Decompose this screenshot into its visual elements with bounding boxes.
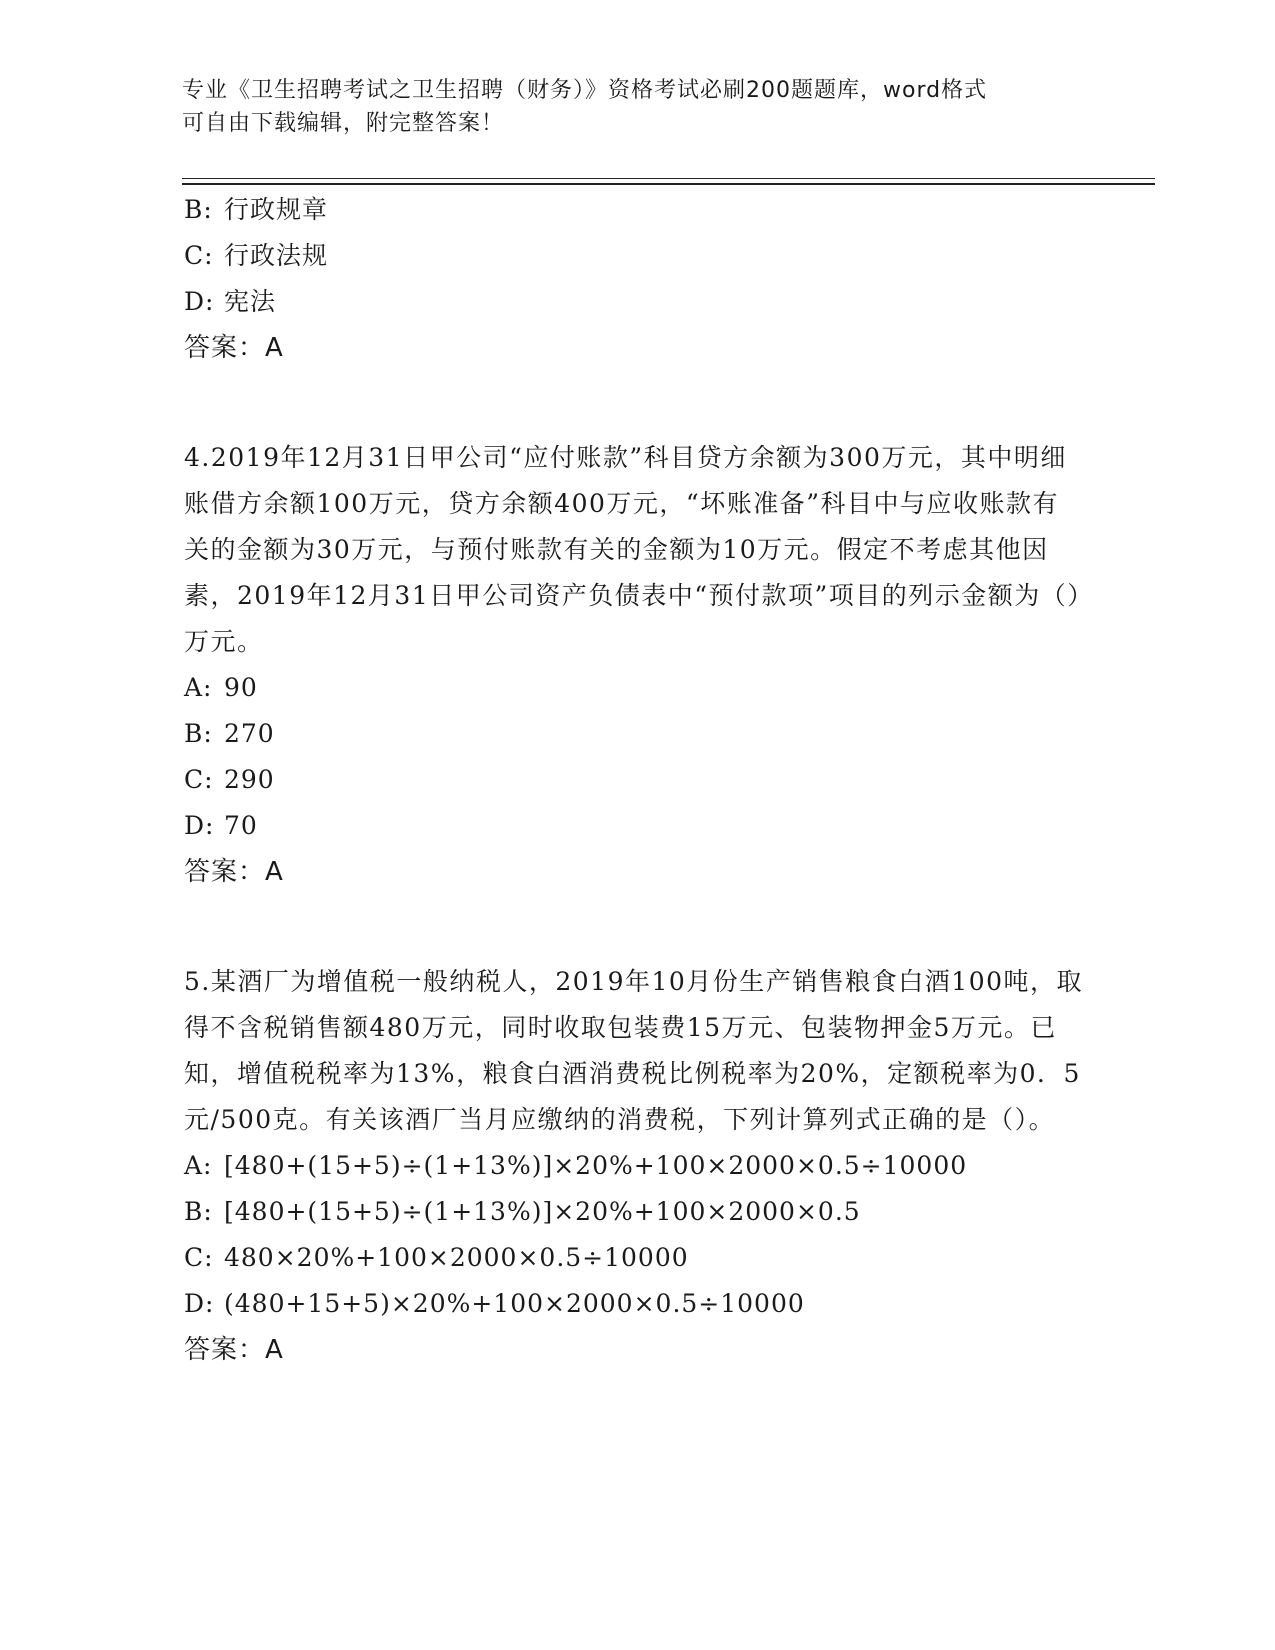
option-c [184, 1235, 1084, 1281]
question-stem: 5.某酒厂为增值税一般纳税人，2019年10月份生产销售粮食白酒100吨，取得不含税销售额480万元，同时收取包装费15万元、包装物押金5万元。已知，增值税税率为13%，粮食白酒消费税比例税率为20%，定额税率为0．5元/500克。有关该酒厂当月应缴纳的消费税，下列计算列式正确的是（）。 [184, 967, 1084, 1134]
option-label: D: [184, 1289, 215, 1318]
header-line-2: 可自由下载编辑，附完整答案！ [182, 111, 505, 136]
answer-line: 答案：A [184, 333, 284, 363]
question-4 [184, 435, 1084, 895]
option-text: 行政规章 [224, 195, 329, 224]
option-label: A: [184, 1151, 213, 1180]
option-b [184, 187, 1084, 233]
option-d [184, 803, 1084, 849]
answer-line: 答案：A [184, 857, 284, 887]
option-label: D: [184, 811, 215, 840]
option-text: 70 [224, 811, 258, 840]
option-text: [480+(15+5)÷(1+13%)]×20%+100×2000×0.5 [224, 1197, 861, 1226]
option-text: (480+15+5)×20%+100×2000×0.5÷10000 [224, 1289, 805, 1318]
question-list [184, 187, 1084, 1373]
option-c [184, 233, 1084, 279]
answer-line: 答案：A [184, 1335, 284, 1365]
option-text: 480×20%+100×2000×0.5÷10000 [224, 1243, 689, 1272]
option-text: 行政法规 [224, 241, 329, 270]
option-text: 宪法 [224, 287, 277, 316]
option-text: 290 [224, 765, 275, 794]
question-5 [184, 959, 1084, 1373]
header-line-1: 专业《卫生招聘考试之卫生招聘（财务）》资格考试必刷200题题库，word格式 [182, 78, 988, 103]
option-b [184, 1189, 1084, 1235]
document-header [182, 74, 1082, 140]
option-label: D: [184, 287, 215, 316]
option-d [184, 279, 1084, 325]
header-divider-thin [182, 178, 1155, 179]
option-label: C: [184, 1243, 214, 1272]
option-label: B: [184, 195, 213, 224]
option-d [184, 1281, 1084, 1327]
option-label: A: [184, 673, 213, 702]
option-label: C: [184, 241, 214, 270]
option-text: [480+(15+5)÷(1+13%)]×20%+100×2000×0.5÷10000 [224, 1151, 968, 1180]
option-label: B: [184, 1197, 213, 1226]
option-text: 270 [224, 719, 275, 748]
question-stem: 4.2019年12月31日甲公司“应付账款”科目贷方余额为300万元，其中明细账借方余额100万元，贷方余额400万元，“坏账准备”科目中与应收账款有关的金额为30万元，与预付账款有关的金额为10万元。假定不考虑其他因素，2019年12月31日甲公司资产负债表中“预付款项”项目的列示金额为（）万元。 [184, 443, 1082, 656]
option-label: B: [184, 719, 213, 748]
option-b [184, 711, 1084, 757]
option-c [184, 757, 1084, 803]
question-3-tail [184, 187, 1084, 371]
option-a [184, 665, 1084, 711]
option-label: C: [184, 765, 214, 794]
header-divider-thick [182, 183, 1155, 185]
option-a [184, 1143, 1084, 1189]
option-text: 90 [224, 673, 258, 702]
